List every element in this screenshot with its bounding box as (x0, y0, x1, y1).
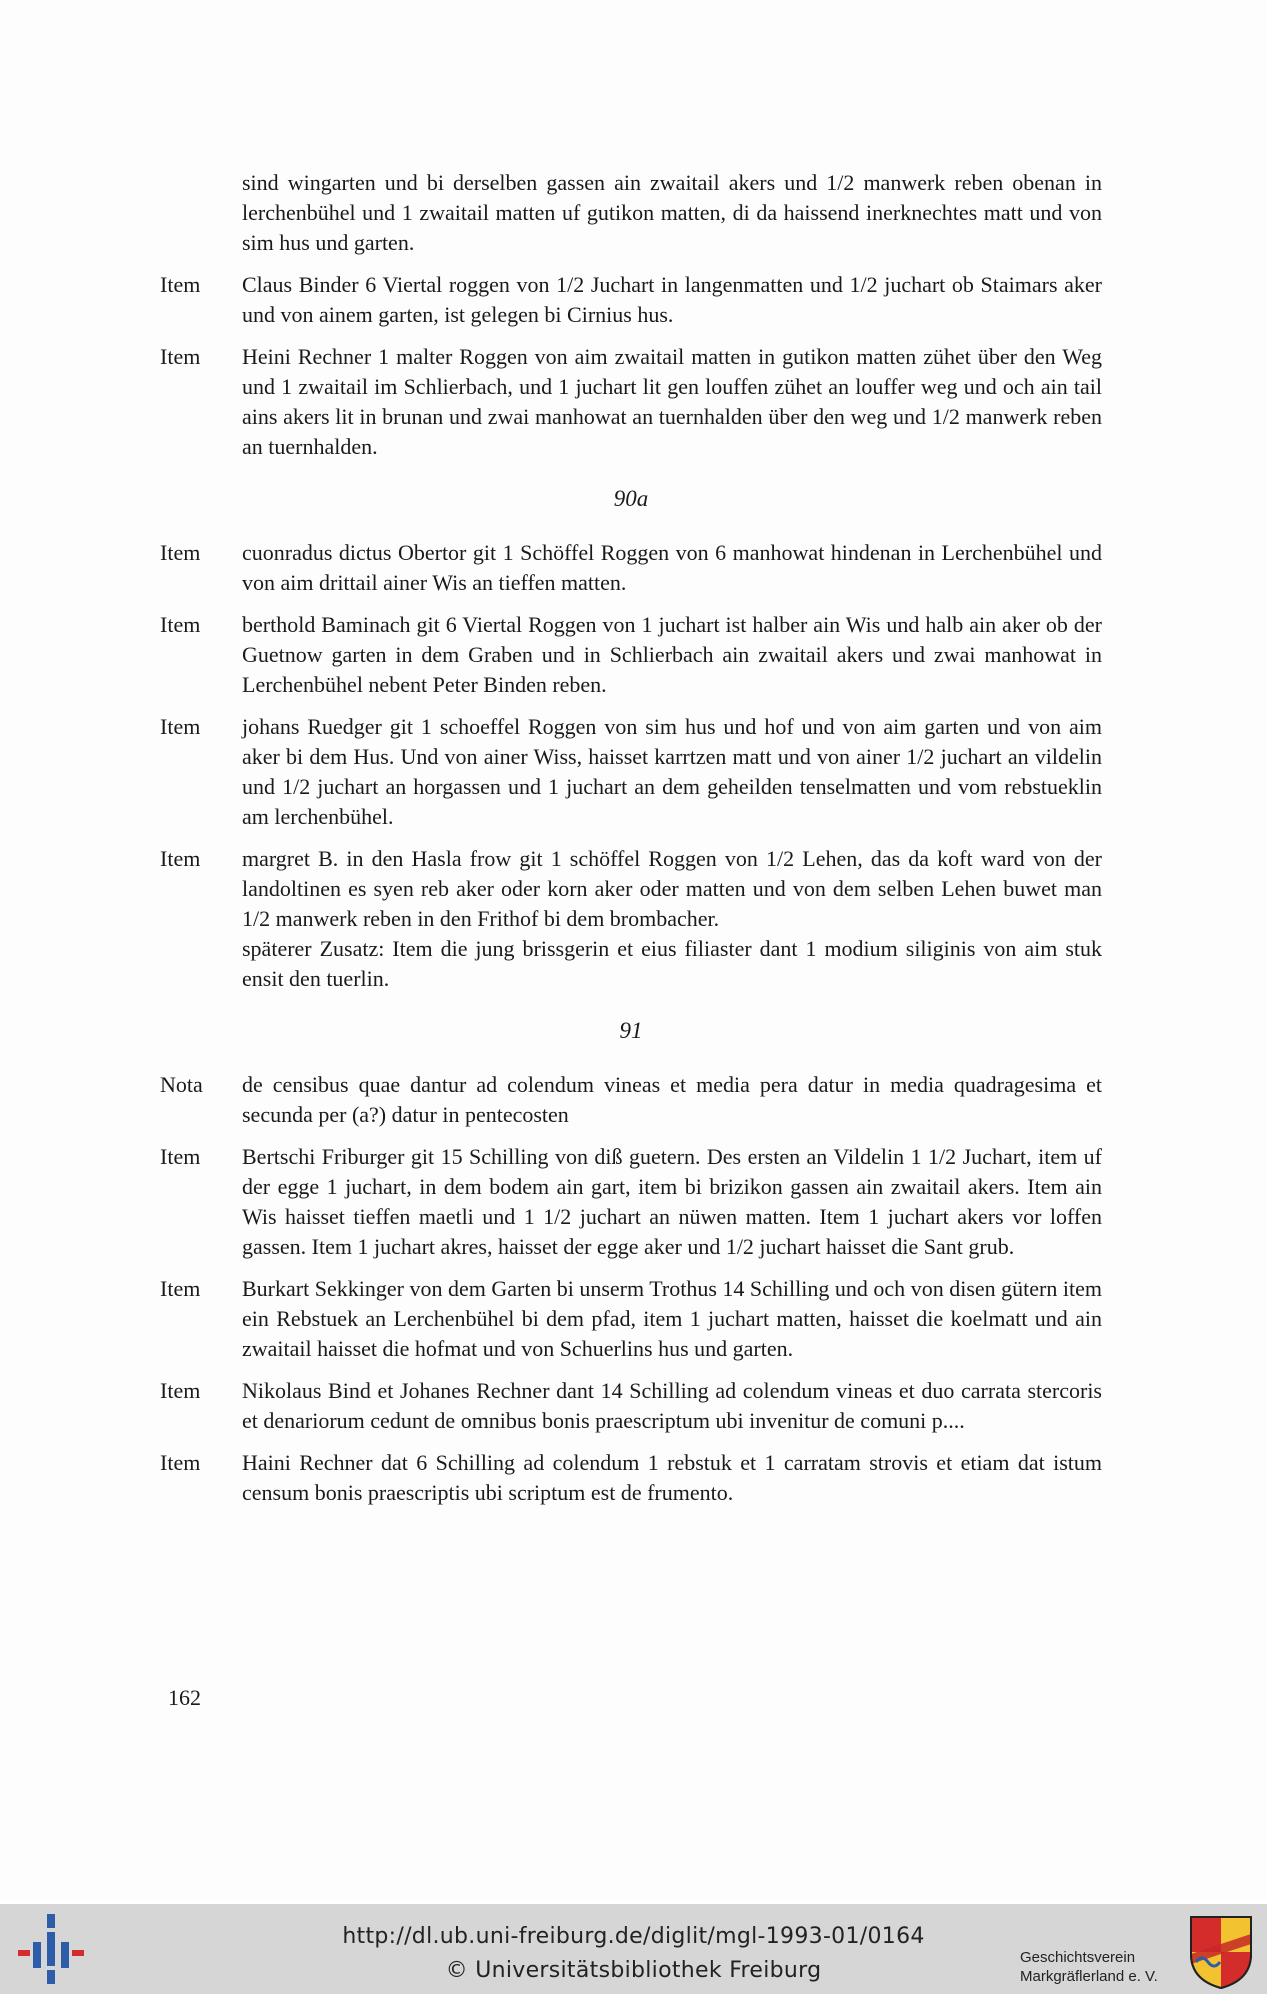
entry (160, 1376, 1102, 1436)
entry (160, 844, 1102, 934)
society-name (1020, 1948, 1158, 1986)
entry-text: Burkart Sekkinger von dem Garten bi unserm Trothus 14 Schilling und och von disen gütern item ein Rebstuek an Lerchenbühel bi dem pfad, item 1 juchart matten, haisset die koelmatt und ain zwaitail haisset die hofmat und von Schuerlins hus und garten. (242, 1276, 1102, 1361)
folio-heading: 91 (619, 1018, 643, 1043)
entry (160, 1070, 1102, 1130)
entry-text: berthold Baminach git 6 Viertal Roggen von 1 juchart ist halber ain Wis und halb ain aker ob der Guetnow garten in dem Graben und in Schlierbach ain zwaitail akers und zwai manhowat in Lerchenbühel nebent Peter Binden reben. (242, 612, 1102, 697)
entry-text: Heini Rechner 1 malter Roggen von aim zwaitail matten in gutikon matten zühet über den Weg und 1 zwaitail im Schlierbach, und 1 juchart lit gen louffen zühet an louffer weg und och ain tail ains akers lit in brunan und zwai manhowat an tuernhalden über den weg und 1/2 manwerk reben an tuernhalden. (242, 344, 1102, 459)
entry-label: Item (160, 846, 201, 871)
copyright-text: © Universitätsbibliothek Freiburg (445, 1958, 822, 1983)
entry-label: Item (160, 714, 201, 739)
entry (160, 1274, 1102, 1364)
later-addition-note: späterer Zusatz: Item die jung brissgerin et eius filiaster dant 1 modium siliginis von aim stuk ensit den tuerlin. (242, 936, 1102, 991)
entry-text: margret B. in den Hasla frow git 1 schöffel Roggen von 1/2 Lehen, das da koft ward von der landoltinen es syen reb aker oder korn aker oder matten und von dem selben Lehen buwet man 1/2 manwerk reben in den Frithof bi dem brombacher. (242, 846, 1102, 931)
entry-label: Item (160, 1450, 201, 1475)
entry (160, 1448, 1102, 1508)
entry-text: Haini Rechner dat 6 Schilling ad colendum 1 rebstuk et 1 carratam strovis et etiam dat istum censum bonis praescriptis ubi scriptum est de frumento. (242, 1450, 1102, 1505)
entry-text: Claus Binder 6 Viertal roggen von 1/2 Juchart in langenmatten und 1/2 juchart ob Staimars aker und von ainem garten, ist gelegen bi Cirnius hus. (242, 272, 1102, 327)
intro-paragraph: sind wingarten und bi derselben gassen ain zwaitail akers und 1/2 manwerk reben obenan in lerchenbühel und 1 zwaitail matten uf gutikon matten, di da haissend inerknechtes matt und von sim hus und garten. (242, 170, 1102, 255)
entry-text: Bertschi Friburger git 15 Schilling von diß guetern. Des ersten an Vildelin 1 1/2 Juchart, item uf der egge 1 juchart, in dem bodem ain gart, item bi brizikon gassen ain zwaitail akers. Item ain Wis haisset tieffen maetli und 1 1/2 juchart an nüwen matten. Item 1 juchart akers vor loffen gassen. Item 1 juchart akres, haisset der egge aker und 1/2 juchart haisset die Sant grub. (242, 1144, 1102, 1259)
entry-label: Item (160, 1144, 201, 1169)
page-content (160, 168, 1102, 1520)
entry-label: Item (160, 1378, 201, 1403)
entry-label: Item (160, 272, 201, 297)
entry-label: Item (160, 344, 201, 369)
page-number: 162 (168, 1685, 201, 1710)
entry (160, 610, 1102, 700)
entry-label: Item (160, 540, 201, 565)
entry-label: Nota (160, 1072, 203, 1097)
entry (160, 270, 1102, 330)
entry (160, 342, 1102, 462)
entry-text: de censibus quae dantur ad colendum vineas et media pera datur in media quadragesima et secunda per (a?) datur in pentecosten (242, 1072, 1102, 1127)
society-name-line: Geschichtsverein (1020, 1949, 1136, 1966)
entry-text: johans Ruedger git 1 schoeffel Roggen von sim hus und hof und von aim garten und von aim aker bi dem Hus. Und von ainer Wiss, haisset karrtzen matt und von ainer 1/2 juchart an vildelin und 1/2 juchart an horgassen und 1 juchart an dem geheilden tenselmatten und vom rebstueklin am lerchenbühel. (242, 714, 1102, 829)
entry (160, 538, 1102, 598)
entry-text: cuonradus dictus Obertor git 1 Schöffel Roggen von 6 manhowat hindenan in Lerchenbühel und von aim drittail ainer Wis an tieffen matten. (242, 540, 1102, 595)
entry-text: Nikolaus Bind et Johanes Rechner dant 14 Schilling ad colendum vineas et duo carrata stercoris et denariorum cedunt de omnibus bonis praescriptum ubi invenitur de comuni p.... (242, 1378, 1102, 1433)
permalink-url[interactable]: http://dl.ub.uni-freiburg.de/diglit/mgl-1993-01/0164 (342, 1924, 925, 1949)
viewer-footer (0, 1904, 1267, 1994)
entry-label: Item (160, 1276, 201, 1301)
society-name-line: Markgräflerland e. V. (1020, 1968, 1158, 1985)
entry (160, 1142, 1102, 1262)
entry (160, 712, 1102, 832)
folio-heading: 90a (613, 486, 649, 511)
coat-of-arms-icon (1188, 1914, 1254, 1990)
entry-label: Item (160, 612, 201, 637)
